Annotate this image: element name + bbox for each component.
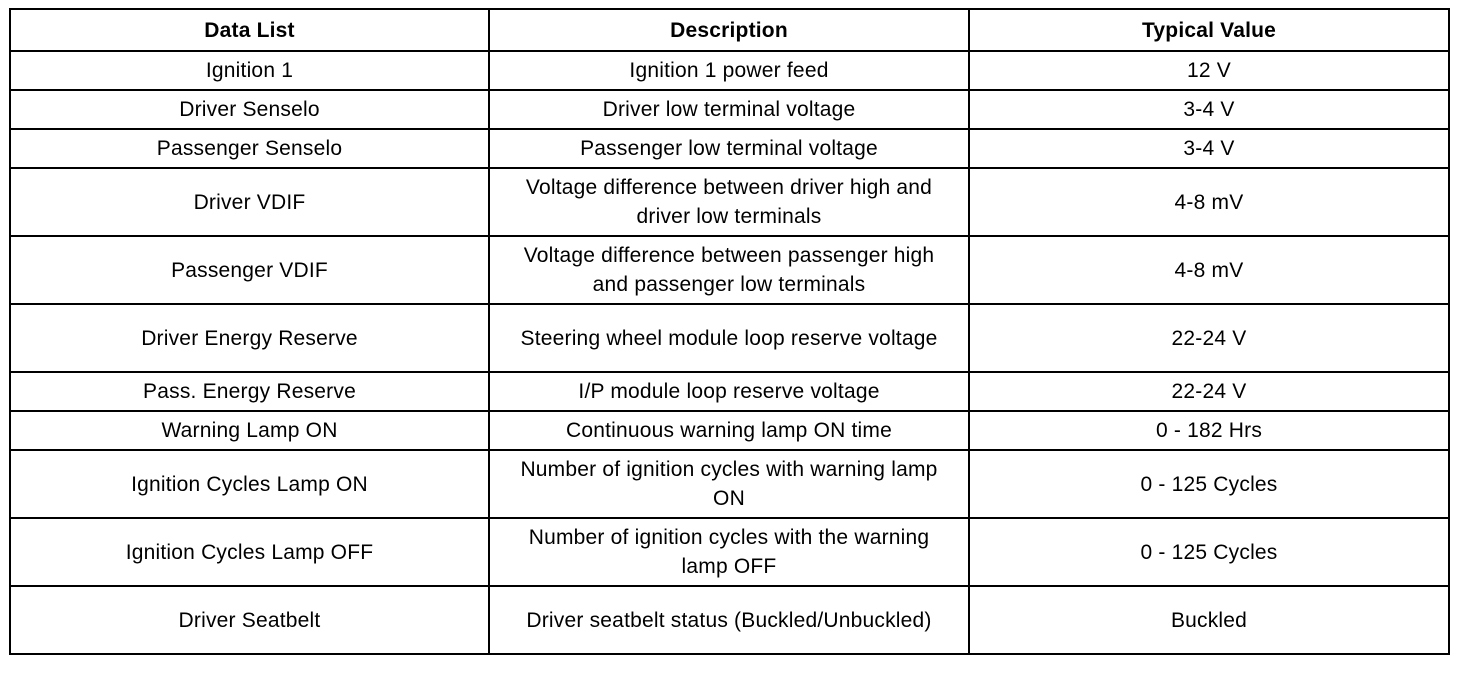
- table-row: [10, 90, 1449, 129]
- cell-data-list: Driver Seatbelt: [10, 586, 489, 654]
- scan-data-table: [9, 8, 1450, 655]
- table-row: [10, 586, 1449, 654]
- cell-description: Voltage difference between driver high and driver low terminals: [489, 168, 969, 236]
- cell-typical-value: 0 - 125 Cycles: [969, 450, 1449, 518]
- table-row: [10, 450, 1449, 518]
- table-row: [10, 236, 1449, 304]
- table-row: [10, 129, 1449, 168]
- table-row: [10, 304, 1449, 372]
- cell-typical-value: 0 - 125 Cycles: [969, 518, 1449, 586]
- cell-typical-value: Buckled: [969, 586, 1449, 654]
- cell-description: Driver low terminal voltage: [489, 90, 969, 129]
- cell-data-list: Ignition 1: [10, 51, 489, 90]
- cell-description: Number of ignition cycles with the warning lamp OFF: [489, 518, 969, 586]
- cell-description: Number of ignition cycles with warning lamp ON: [489, 450, 969, 518]
- table-row: [10, 168, 1449, 236]
- cell-description: Passenger low terminal voltage: [489, 129, 969, 168]
- cell-data-list: Passenger VDIF: [10, 236, 489, 304]
- cell-typical-value: 4-8 mV: [969, 236, 1449, 304]
- cell-description: Voltage difference between passenger high and passenger low terminals: [489, 236, 969, 304]
- cell-description: Ignition 1 power feed: [489, 51, 969, 90]
- cell-typical-value: 0 - 182 Hrs: [969, 411, 1449, 450]
- header-typical-value: Typical Value: [969, 9, 1449, 51]
- cell-typical-value: 3-4 V: [969, 129, 1449, 168]
- cell-data-list: Warning Lamp ON: [10, 411, 489, 450]
- cell-typical-value: 12 V: [969, 51, 1449, 90]
- cell-description: I/P module loop reserve voltage: [489, 372, 969, 411]
- cell-description: Driver seatbelt status (Buckled/Unbuckled): [489, 586, 969, 654]
- cell-typical-value: 22-24 V: [969, 372, 1449, 411]
- table-row: [10, 51, 1449, 90]
- cell-data-list: Ignition Cycles Lamp OFF: [10, 518, 489, 586]
- header-description: Description: [489, 9, 969, 51]
- table-row: [10, 372, 1449, 411]
- cell-description: Steering wheel module loop reserve voltage: [489, 304, 969, 372]
- cell-data-list: Driver VDIF: [10, 168, 489, 236]
- table-header-row: [10, 9, 1449, 51]
- table-row: [10, 518, 1449, 586]
- cell-typical-value: 4-8 mV: [969, 168, 1449, 236]
- cell-typical-value: 3-4 V: [969, 90, 1449, 129]
- header-data-list: Data List: [10, 9, 489, 51]
- cell-data-list: Ignition Cycles Lamp ON: [10, 450, 489, 518]
- cell-data-list: Driver Energy Reserve: [10, 304, 489, 372]
- cell-description: Continuous warning lamp ON time: [489, 411, 969, 450]
- cell-data-list: Passenger Senselo: [10, 129, 489, 168]
- cell-data-list: Driver Senselo: [10, 90, 489, 129]
- cell-typical-value: 22-24 V: [969, 304, 1449, 372]
- document-page: [9, 8, 1450, 655]
- cell-data-list: Pass. Energy Reserve: [10, 372, 489, 411]
- table-row: [10, 411, 1449, 450]
